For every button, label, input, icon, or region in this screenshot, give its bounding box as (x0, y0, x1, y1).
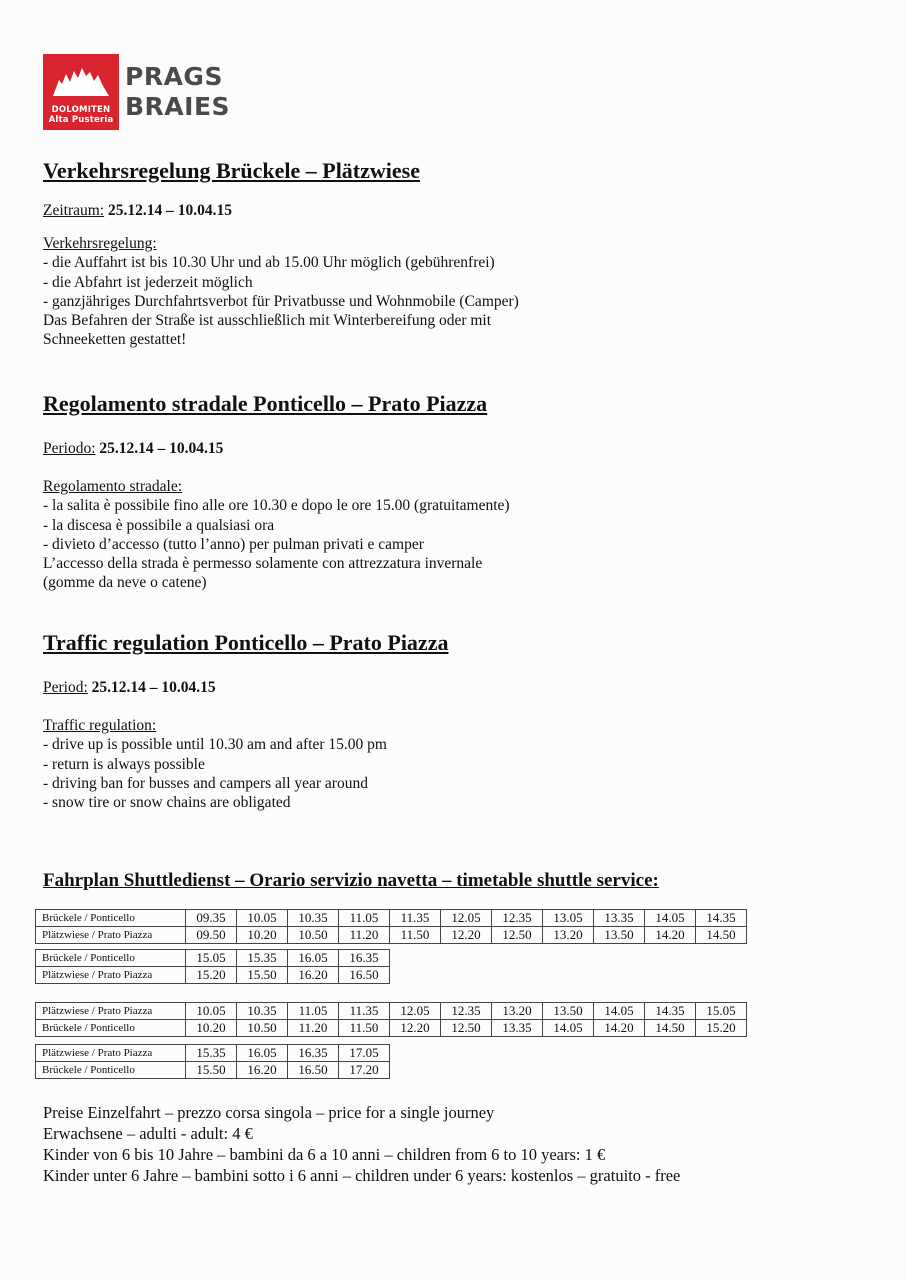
time-cell: 11.50 (339, 1020, 390, 1037)
time-cell: 10.50 (288, 927, 339, 944)
de-title: Verkehrsregelung Brückele – Plätzwiese (43, 158, 420, 183)
time-cell: 13.50 (543, 1003, 594, 1020)
de-rules (43, 234, 519, 350)
table-row (36, 1003, 747, 1020)
it-rule: L’accesso della strada è permesso solamente con attrezzatura invernale (43, 555, 483, 573)
it-section (43, 391, 487, 417)
logo-name1: PRAGS (125, 62, 223, 91)
time-cell: 12.20 (390, 1020, 441, 1037)
time-cell: 12.05 (441, 910, 492, 927)
it-rule: - la discesa è possibile a qualsiasi ora (43, 516, 275, 534)
logo-name2: BRAIES (125, 92, 231, 121)
station-cell: Plätzwiese / Prato Piazza (36, 1045, 186, 1062)
time-cell: 16.20 (237, 1062, 288, 1079)
logo-wordmark (125, 54, 230, 130)
time-cell: 15.50 (186, 1062, 237, 1079)
station-cell: Brückele / Ponticello (36, 1062, 186, 1079)
time-cell: 12.50 (492, 927, 543, 944)
de-section (43, 158, 420, 184)
time-cell: 11.50 (390, 927, 441, 944)
time-cell: 12.50 (441, 1020, 492, 1037)
time-cell: 10.35 (237, 1003, 288, 1020)
de-period-label: Zeitraum: (43, 202, 105, 219)
timetable-title: Fahrplan Shuttledienst – Orario servizio navetta – timetable shuttle service: (43, 870, 659, 891)
time-cell: 13.50 (594, 927, 645, 944)
logo (43, 54, 230, 130)
time-cell: 15.05 (186, 950, 237, 967)
table-row (36, 950, 390, 967)
time-cell: 14.50 (696, 927, 747, 944)
en-rule: - snow tire or snow chains are obligated (43, 794, 291, 812)
timetable-table-1 (35, 909, 747, 944)
timetable-table-2 (35, 949, 390, 984)
time-cell: 13.20 (492, 1003, 543, 1020)
it-title: Regolamento stradale Ponticello – Prato Piazza (43, 391, 488, 416)
price-line: Erwachsene – adulti - adult: 4 € (43, 1124, 253, 1143)
time-cell: 11.05 (288, 1003, 339, 1020)
time-cell: 15.35 (186, 1045, 237, 1062)
station-cell: Brückele / Ponticello (36, 1020, 186, 1037)
time-cell: 16.35 (288, 1045, 339, 1062)
time-cell: 16.20 (288, 967, 339, 984)
timetable-table-3 (35, 1002, 747, 1037)
timetable-table-4 (35, 1044, 390, 1079)
station-cell: Plätzwiese / Prato Piazza (36, 927, 186, 944)
de-period (43, 201, 232, 220)
time-cell: 15.05 (696, 1003, 747, 1020)
time-cell: 17.05 (339, 1045, 390, 1062)
time-cell: 15.35 (237, 950, 288, 967)
it-period-label: Periodo: (43, 440, 96, 457)
table-row (36, 967, 390, 984)
time-cell: 10.20 (237, 927, 288, 944)
it-rule: - la salita è possibile fino alle ore 10.30 e dopo le ore 15.00 (gratuitamente) (43, 497, 510, 515)
time-cell: 17.20 (339, 1062, 390, 1079)
de-rule: - die Auffahrt ist bis 10.30 Uhr und ab 15.00 Uhr möglich (gebührenfrei) (43, 254, 495, 272)
station-cell: Plätzwiese / Prato Piazza (36, 1003, 186, 1020)
time-cell: 12.20 (441, 927, 492, 944)
time-cell: 12.35 (441, 1003, 492, 1020)
time-cell: 16.50 (339, 967, 390, 984)
time-cell: 12.05 (390, 1003, 441, 1020)
de-period-value: 25.12.14 – 10.04.15 (108, 202, 232, 219)
time-cell: 14.05 (645, 910, 696, 927)
time-cell: 16.50 (288, 1062, 339, 1079)
it-rules (43, 477, 510, 593)
time-cell: 11.35 (390, 910, 441, 927)
station-cell: Brückele / Ponticello (36, 910, 186, 927)
time-cell: 16.35 (339, 950, 390, 967)
time-cell: 10.05 (186, 1003, 237, 1020)
time-cell: 10.50 (237, 1020, 288, 1037)
time-cell: 13.35 (594, 910, 645, 927)
time-cell: 15.20 (696, 1020, 747, 1037)
price-line: Preise Einzelfahrt – prezzo corsa singola – price for a single journey (43, 1103, 495, 1122)
en-rule: - driving ban for busses and campers all year around (43, 774, 368, 792)
time-cell: 09.35 (186, 910, 237, 927)
table-row (36, 1062, 390, 1079)
time-cell: 13.05 (543, 910, 594, 927)
time-cell: 14.20 (645, 927, 696, 944)
station-cell: Plätzwiese / Prato Piazza (36, 967, 186, 984)
time-cell: 11.35 (339, 1003, 390, 1020)
en-rules-label: Traffic regulation: (43, 717, 157, 734)
time-cell: 11.20 (339, 927, 390, 944)
time-cell: 10.20 (186, 1020, 237, 1037)
it-rule: (gomme da neve o catene) (43, 574, 207, 592)
time-cell: 11.05 (339, 910, 390, 927)
it-period (43, 439, 223, 458)
price-line: Kinder unter 6 Jahre – bambini sotto i 6 anni – children under 6 years: kostenlos – gratuito - free (43, 1166, 681, 1185)
time-cell: 15.50 (237, 967, 288, 984)
it-period-value: 25.12.14 – 10.04.15 (99, 440, 224, 457)
de-rule: Schneeketten gestattet! (43, 331, 187, 349)
price-line: Kinder von 6 bis 10 Jahre – bambini da 6 a 10 anni – children from 6 to 10 years: 1 € (43, 1145, 606, 1164)
prices (43, 1102, 680, 1186)
en-period-label: Period: (43, 679, 88, 696)
logo-line1: DOLOMITEN (51, 105, 111, 115)
time-cell: 16.05 (237, 1045, 288, 1062)
en-period (43, 678, 216, 697)
station-cell: Brückele / Ponticello (36, 950, 186, 967)
time-cell: 14.05 (594, 1003, 645, 1020)
en-rules (43, 716, 387, 812)
en-section (43, 630, 448, 656)
time-cell: 10.05 (237, 910, 288, 927)
time-cell: 11.20 (288, 1020, 339, 1037)
time-cell: 13.20 (543, 927, 594, 944)
en-title: Traffic regulation Ponticello – Prato Piazza (43, 630, 449, 655)
table-row (36, 927, 747, 944)
de-rule: - ganzjähriges Durchfahrtsverbot für Privatbusse und Wohnmobile (Camper) (43, 292, 519, 310)
table-row (36, 1020, 747, 1037)
time-cell: 14.20 (594, 1020, 645, 1037)
de-rule: Das Befahren der Straße ist ausschließlich mit Winterbereifung oder mit (43, 312, 492, 330)
en-rule: - drive up is possible until 10.30 am and after 15.00 pm (43, 736, 387, 754)
de-rules-label: Verkehrsregelung: (43, 235, 157, 252)
time-cell: 10.35 (288, 910, 339, 927)
it-rule: - divieto d’accesso (tutto l’anno) per pulman privati e camper (43, 535, 424, 553)
de-rule: - die Abfahrt ist jederzeit möglich (43, 273, 253, 291)
en-period-value: 25.12.14 – 10.04.15 (91, 679, 216, 696)
logo-badge (43, 54, 119, 130)
it-rules-label: Regolamento stradale: (43, 478, 183, 495)
time-cell: 14.35 (645, 1003, 696, 1020)
time-cell: 09.50 (186, 927, 237, 944)
time-cell: 15.20 (186, 967, 237, 984)
table-row (36, 910, 747, 927)
time-cell: 13.35 (492, 1020, 543, 1037)
time-cell: 14.50 (645, 1020, 696, 1037)
time-cell: 16.05 (288, 950, 339, 967)
time-cell: 12.35 (492, 910, 543, 927)
table-row (36, 1045, 390, 1062)
time-cell: 14.35 (696, 910, 747, 927)
logo-line2: Alta Pusteria (48, 115, 114, 125)
en-rule: - return is always possible (43, 755, 205, 773)
time-cell: 14.05 (543, 1020, 594, 1037)
mountains-icon (51, 62, 111, 98)
